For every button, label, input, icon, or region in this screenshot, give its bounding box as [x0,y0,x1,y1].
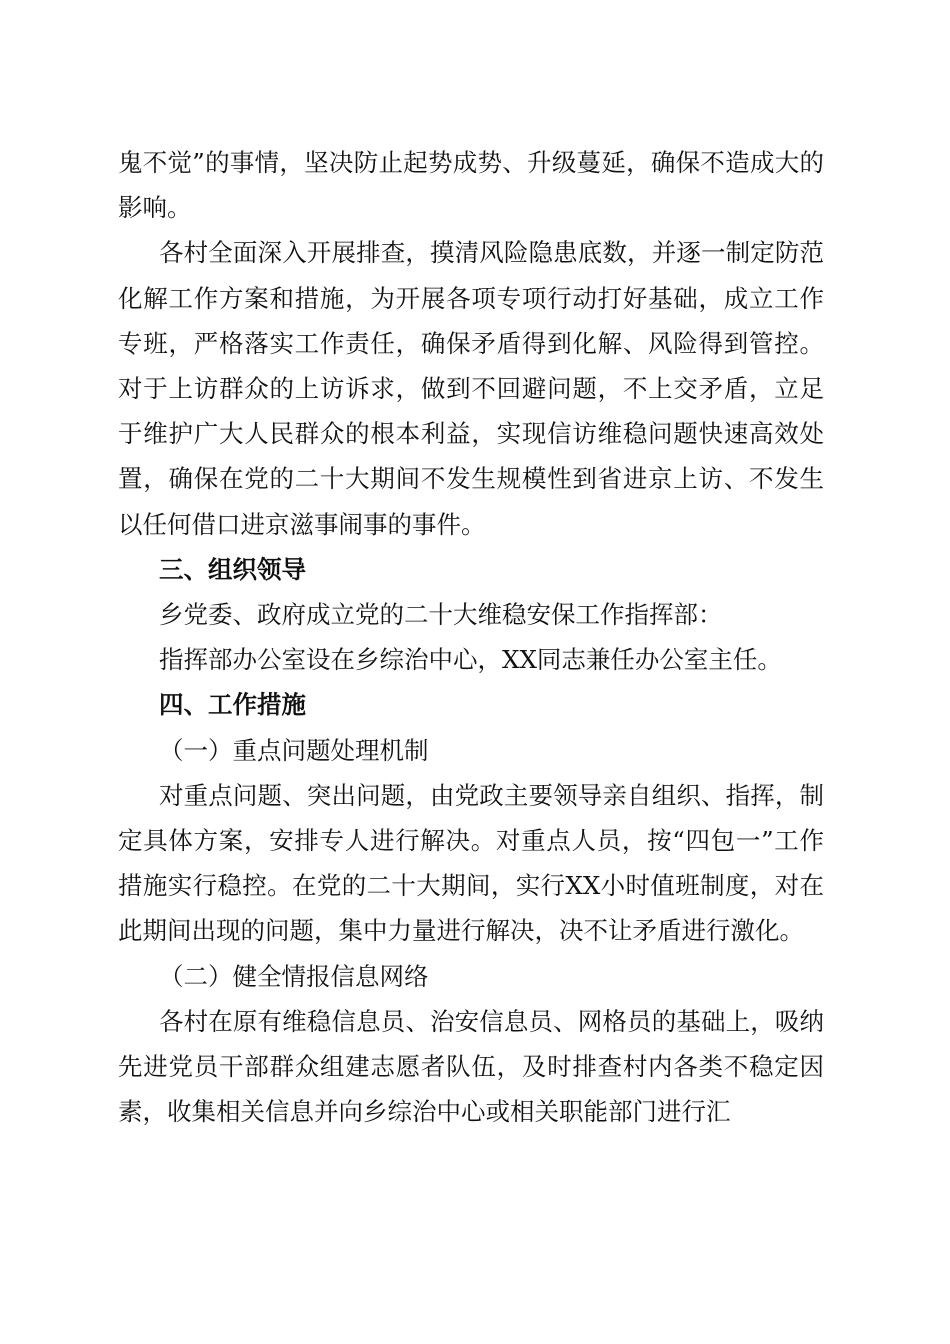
paragraph-investigation: 各村全面深入开展排查，摸清风险隐患底数，并逐一制定防范化解工作方案和措施，为开展各项专项行动打好基础，成立工作专班，严格落实工作责任，确保矛盾得到化解、风险得到管控。对于上访群众的上访诉求，做到不回避问题，不上交矛盾，立足于维护广大人民群众的根本利益，实现信访维稳问题快速高效处置，确保在党的二十大期间不发生规模性到省进京上访、不发生以任何借口进京滋事闹事的事件。 [118,238,824,539]
section-heading-measures: 四、工作措施 [159,690,306,720]
paragraph-key-issues: 对重点问题、突出问题，由党政主要领导亲自组织、指挥，制定具体方案，安排专人进行解决。对重点人员，按“四包一”工作措施实行稳控。在党的二十大期间，实行XX小时值班制度，对在此期间出现的问题，集中力量进行解决，决不让矛盾进行激化。 [118,780,824,946]
subheading-intel-network: （二）健全情报信息网络 [159,961,429,991]
document-page [118,140,824,1134]
paragraph-command-setup: 乡党委、政府成立党的二十大维稳安保工作指挥部： [159,600,723,630]
subheading-key-issues: （一）重点问题处理机制 [159,735,429,765]
paragraph-command-office: 指挥部办公室设在乡综治中心，XX同志兼任办公室主任。 [159,645,782,675]
paragraph-intel-network: 各村在原有维稳信息员、治安信息员、网格员的基础上，吸纳先进党员干部群众组建志愿者队伍，及时排查村内各类不稳定因素，收集相关信息并向乡综治中心或相关职能部门进行汇 [118,1006,824,1127]
paragraph-continuation: 鬼不觉”的事情，坚决防止起势成势、升级蔓延，确保不造成大的影响。 [118,148,824,223]
section-heading-organization: 三、组织领导 [159,554,306,584]
